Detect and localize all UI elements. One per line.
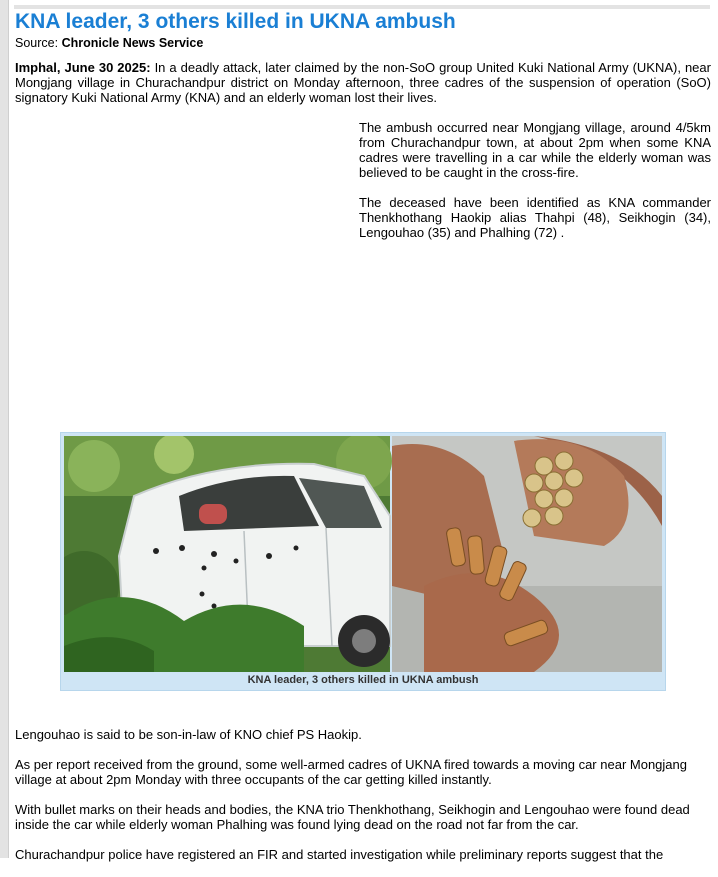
source-name: Chronicle News Service — [61, 36, 204, 50]
body-paragraph: As per report received from the ground, some well-armed cadres of UKNA fired towards a moving car near Mongjang village at about 2pm Monday with three occupants of the car getting killed instantly. — [15, 757, 687, 787]
page-left-border — [0, 0, 9, 858]
lead-text: In a deadly attack, later claimed by the non-SoO group United Kuki National Army (UKNA), near Mongjang village in Churachandpur district on Monday afternoon, three cadres of the suspension of operation (SoO) signatory Kuki National Army (KNA) and an elderly woman lost their lives. — [15, 60, 711, 105]
article-body — [15, 727, 695, 877]
article-source — [15, 36, 203, 50]
body-paragraph: Lengouhao is said to be son-in-law of KNO chief PS Haokip. — [15, 727, 362, 742]
photo-illustration — [64, 436, 662, 672]
article-photo — [64, 436, 662, 672]
body-paragraph: With bullet marks on their heads and bodies, the KNA trio Thenkhothang, Seikhogin and Lengouhao were found dead inside the car while elderly woman Phalhing was found lying dead on the road not far from the car. — [15, 802, 690, 832]
body-paragraph: Churachandpur police have registered an FIR and started investigation while preliminary reports suggest that the — [15, 847, 664, 862]
article-lead — [15, 60, 711, 105]
header-divider — [14, 5, 710, 9]
photo-caption: KNA leader, 3 others killed in UKNA ambush — [247, 674, 479, 686]
side-paragraph: The ambush occurred near Mongjang village, around 4/5km from Churachandpur town, at about 2pm when some KNA cadres were travelling in a car while the elderly woman was believed to be caught in the cross-fire. — [359, 120, 711, 180]
side-column — [359, 120, 711, 255]
article-headline: KNA leader, 3 others killed in UKNA ambush — [15, 10, 456, 33]
source-label: Source: — [15, 36, 59, 50]
photo-figure — [60, 432, 666, 691]
dateline: Imphal, June 30 2025: — [15, 60, 151, 75]
side-paragraph: The deceased have been identified as KNA commander Thenkhothang Haokip alias Thahpi (48), Seikhogin (34), Lengouhao (35) and Phalhing (72) . — [359, 195, 711, 240]
